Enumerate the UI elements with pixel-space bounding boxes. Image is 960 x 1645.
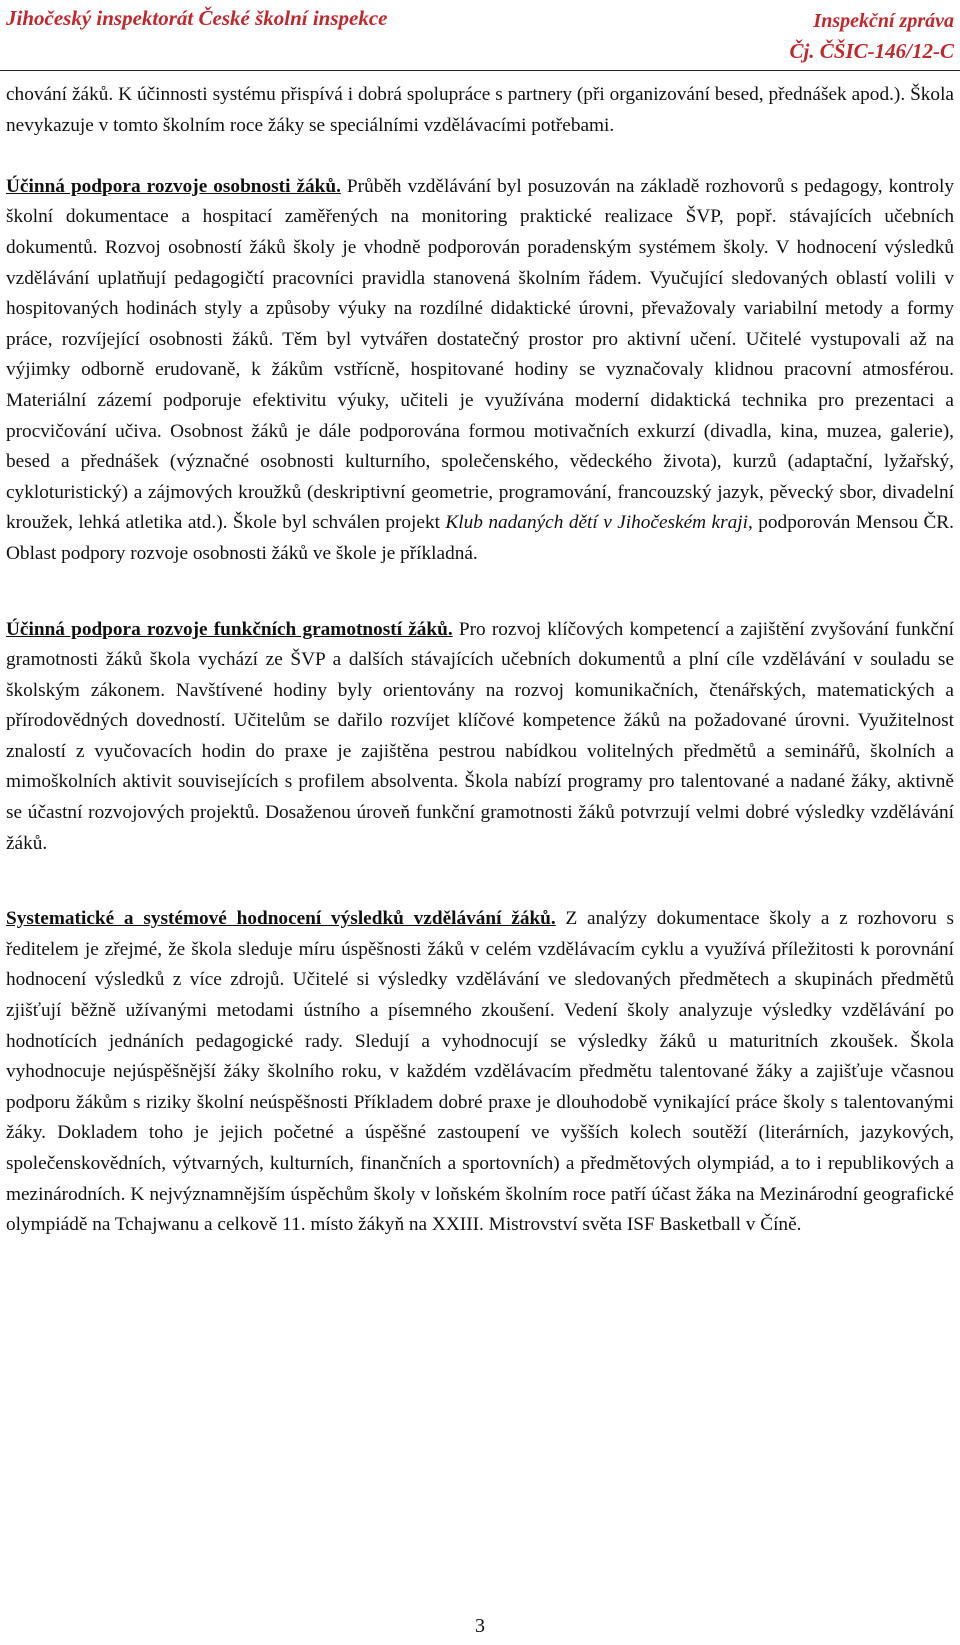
section-personal-development [6, 172, 954, 570]
project-name: Klub nadaných dětí v Jihočeském kraji [445, 512, 748, 534]
document-body [6, 80, 954, 1241]
section-heading: Účinná podpora rozvoje osobnosti žáků. [6, 175, 341, 197]
header-right-block [789, 6, 954, 66]
section-results-evaluation [6, 904, 954, 1241]
section-text: , podporován Mensou ČR. Oblast podpory rozvoje osobnosti žáků ve škole je příkladná. [6, 512, 954, 564]
section-heading: Účinná podpora rozvoje funkčních gramotností žáků. [6, 618, 453, 640]
section-heading: Systematické a systémové hodnocení výsledků vzdělávání žáků. [6, 908, 556, 930]
page-header [0, 0, 960, 75]
section-text: Průběh vzdělávání byl posuzován na základě rozhovorů s pedagogy, kontroly školní dokumentace a hospitací zaměřených na monitoring praktické realizace ŠVP, popř. stávajících učebních dokumentů. Rozvoj osobností žáků školy je vhodně podporován poradenským systémem školy. V hodnocení výsledků vzdělávání uplatňují pedagogičtí pracovníci pravidla stanovená školním řádem. Vyučující sledovaných oblastí volili v hospitovaných hodinách styly a způsoby výuky na rozdílné didaktické úrovni, převažovaly variabilní metody a formy práce, rozvíjející osobnosti žáků. Těm byl vytvářen dostatečný prostor pro aktivní učení. Učitelé vystupovali až na výjimky odborně erudovaně, k žákům vstřícně, hospitované hodiny se vyznačovaly klidnou pracovní atmosférou. Materiální zázemí podporuje efektivitu výuky, učiteli je využívána moderní didaktická technika pro prezentaci a procvičování učiva. Osobnost žáků je dále podporována formou motivačních exkurzí (divadla, kina, muzea, galerie), besed a přednášek (význačné osobnosti kulturního, společenského, vědeckého života), kurzů (adaptační, lyžařský, cykloturistický) a zájmových kroužků (deskriptivní geometrie, programování, francouzský jazyk, pěvecký sbor, divadelní kroužek, lehká atletika atd.). Škole byl schválen projekt [6, 175, 954, 534]
page-number: 3 [475, 1615, 485, 1637]
header-divider [0, 70, 960, 71]
report-title: Inspekční zpráva [813, 10, 954, 32]
section-functional-literacy [6, 615, 954, 860]
reference-number: Čj. ČŠIC-146/12-C [789, 39, 954, 63]
section-text: Z analýzy dokumentace školy a z rozhovoru s ředitelem je zřejmé, že škola sleduje míru úspěšnosti žáků v celém vzdělávacím cyklu a využívá příležitosti k porovnání hodnocení výsledků z více zdrojů. Učitelé si výsledky vzdělávání ve sledovaných předmětech a skupinách předmětů zjišťují běžně užívanými metodami ústního a písemného zkoušení. Vedení školy analyzuje výsledky vzdělávání po hodnotících jednáních pedagogické rady. Sledují a vyhodnocují se výsledky žáků u maturitních zkoušek. Škola vyhodnocuje nejúspěšnější žáky školního roku, v každém vzdělávacím předmětu talentované žáky a zajišťuje včasnou podporu žákům s riziky školní neúspěšnosti Příkladem dobré praxe je dlouhodobě vynikající práce školy s talentovanými žáky. Dokladem toho je jejich početné a úspěšné zastoupení ve vyšších kolech soutěží (literárních, jazykových, společenskovědních, výtvarných, kulturních, finančních a sportovních) a předmětových olympiád, a to i republikových a mezinárodních. K nejvýznamnějším úspěchům školy v loňském školním roce patří účast žáka na Mezinárodní geografické olympiádě na Tchajwanu a celkově 11. místo žákyň na XXIII. Mistrovství světa ISF Basketball v Číně. [6, 908, 954, 1236]
inspectorate-title: Jihočeský inspektorát České školní inspekce [6, 6, 388, 30]
intro-paragraph: chování žáků. K účinnosti systému přispívá i dobrá spolupráce s partnery (při organizování besed, přednášek apod.). Škola nevykazuje v tomto školním roce žáky se speciálními vzdělávacími potřebami. [6, 84, 954, 136]
section-text: Pro rozvoj klíčových kompetencí a zajištění zvyšování funkční gramotnosti žáků škola vychází ze ŠVP a dalších stávajících učebních dokumentů a plní cíle vzdělávání v souladu se školským zákonem. Navštívené hodiny byly orientovány na rozvoj komunikačních, čtenářských, matematických a přírodovědných dovedností. Učitelům se dařilo rozvíjet klíčové kompetence žáků na požadované úrovni. Využitelnost znalostí z vyučovacích hodin do praxe je zajištěna pestrou nabídkou volitelných předmětů a seminářů, školních a mimoškolních aktivit souvisejících s profilem absolventa. Škola nabízí programy pro talentované a nadané žáky, aktivně se účastní rozvojových projektů. Dosaženou úroveň funkční gramotnosti žáků potvrzují velmi dobré výsledky vzdělávání žáků. [6, 618, 954, 854]
